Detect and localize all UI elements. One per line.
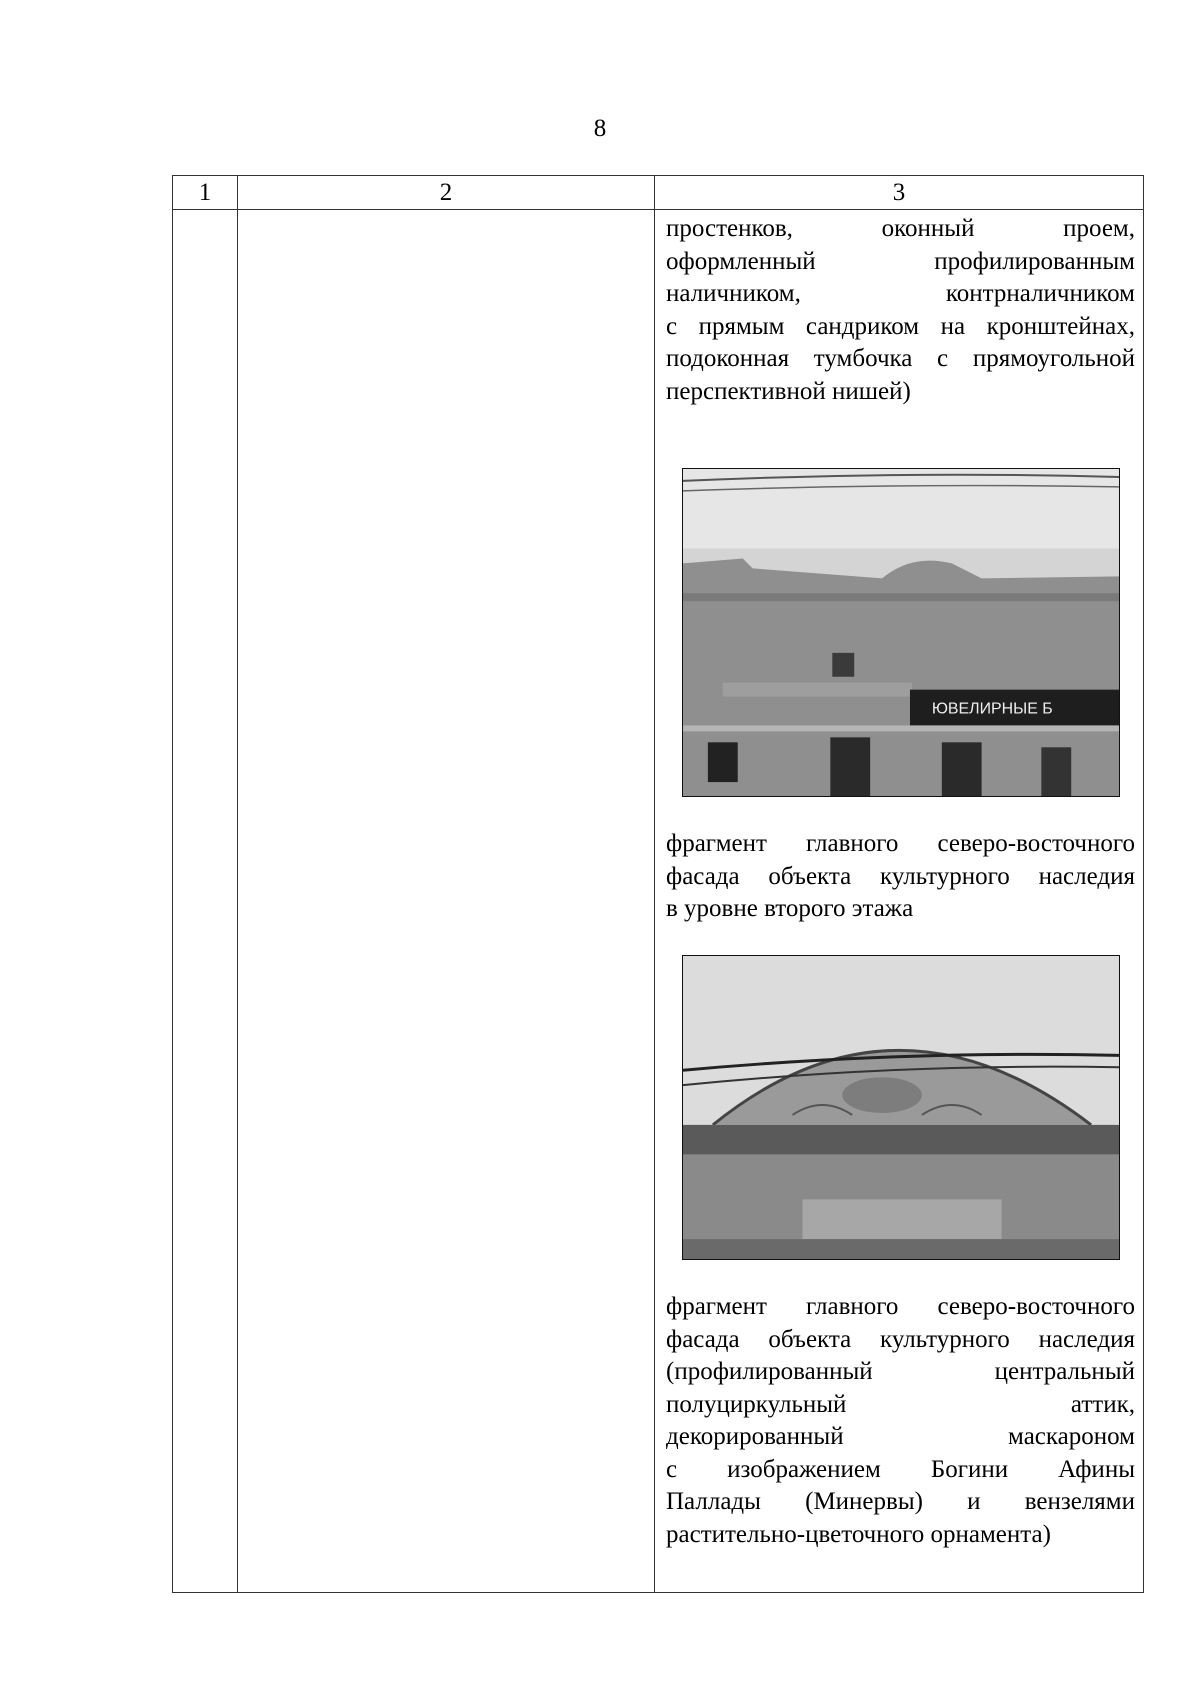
text-line: фасада объекта культурного наследия (666, 1325, 1135, 1353)
shop-sign-text: ЮВЕЛИРНЫЕ Б (931, 700, 1053, 718)
column-divider-2 (654, 176, 655, 1592)
header-col-3: 3 (892, 179, 906, 206)
text-line: декорированный маскароном (666, 1423, 1135, 1450)
text-line: фрагмент главного северо-восточного (666, 830, 1135, 857)
text-line: фасада объекта культурного наследия (666, 862, 1135, 890)
text-line: (профилированный центральный (666, 1358, 1135, 1385)
text-line: растительно-цветочного орнамента) (666, 1520, 1051, 1548)
text-line: простенков, оконный проем, (666, 215, 1135, 242)
text-line: оформленный профилированным (666, 247, 1135, 275)
facade-photo-second-floor (682, 468, 1120, 797)
text-line: полуциркульный аттик, (666, 1390, 1135, 1418)
text-line: Паллады (Минервы) и вензелями (666, 1488, 1135, 1515)
attic-photo (682, 955, 1120, 1260)
text-line: с прямым сандриком на кронштейнах, (666, 312, 1135, 340)
text-line: наличником, контрналичником (666, 280, 1135, 307)
header-col-2: 2 (439, 179, 453, 206)
document-table (172, 175, 1144, 1593)
photo-caption-1 (666, 828, 1135, 926)
header-col-1: 1 (198, 179, 212, 206)
description-text (666, 213, 1135, 408)
header-divider (173, 209, 1143, 210)
text-line: перспективной нишей) (666, 377, 911, 405)
page-number: 8 (593, 115, 607, 142)
photo-caption-2 (666, 1291, 1135, 1551)
text-line: с изображением Богини Афины (666, 1455, 1135, 1483)
text-line: в уровне второго этажа (666, 895, 914, 922)
text-line: подоконная тумбочка с прямоугольной (666, 345, 1135, 372)
text-line: фрагмент главного северо-восточного (666, 1293, 1135, 1320)
column-divider-1 (237, 176, 238, 1592)
